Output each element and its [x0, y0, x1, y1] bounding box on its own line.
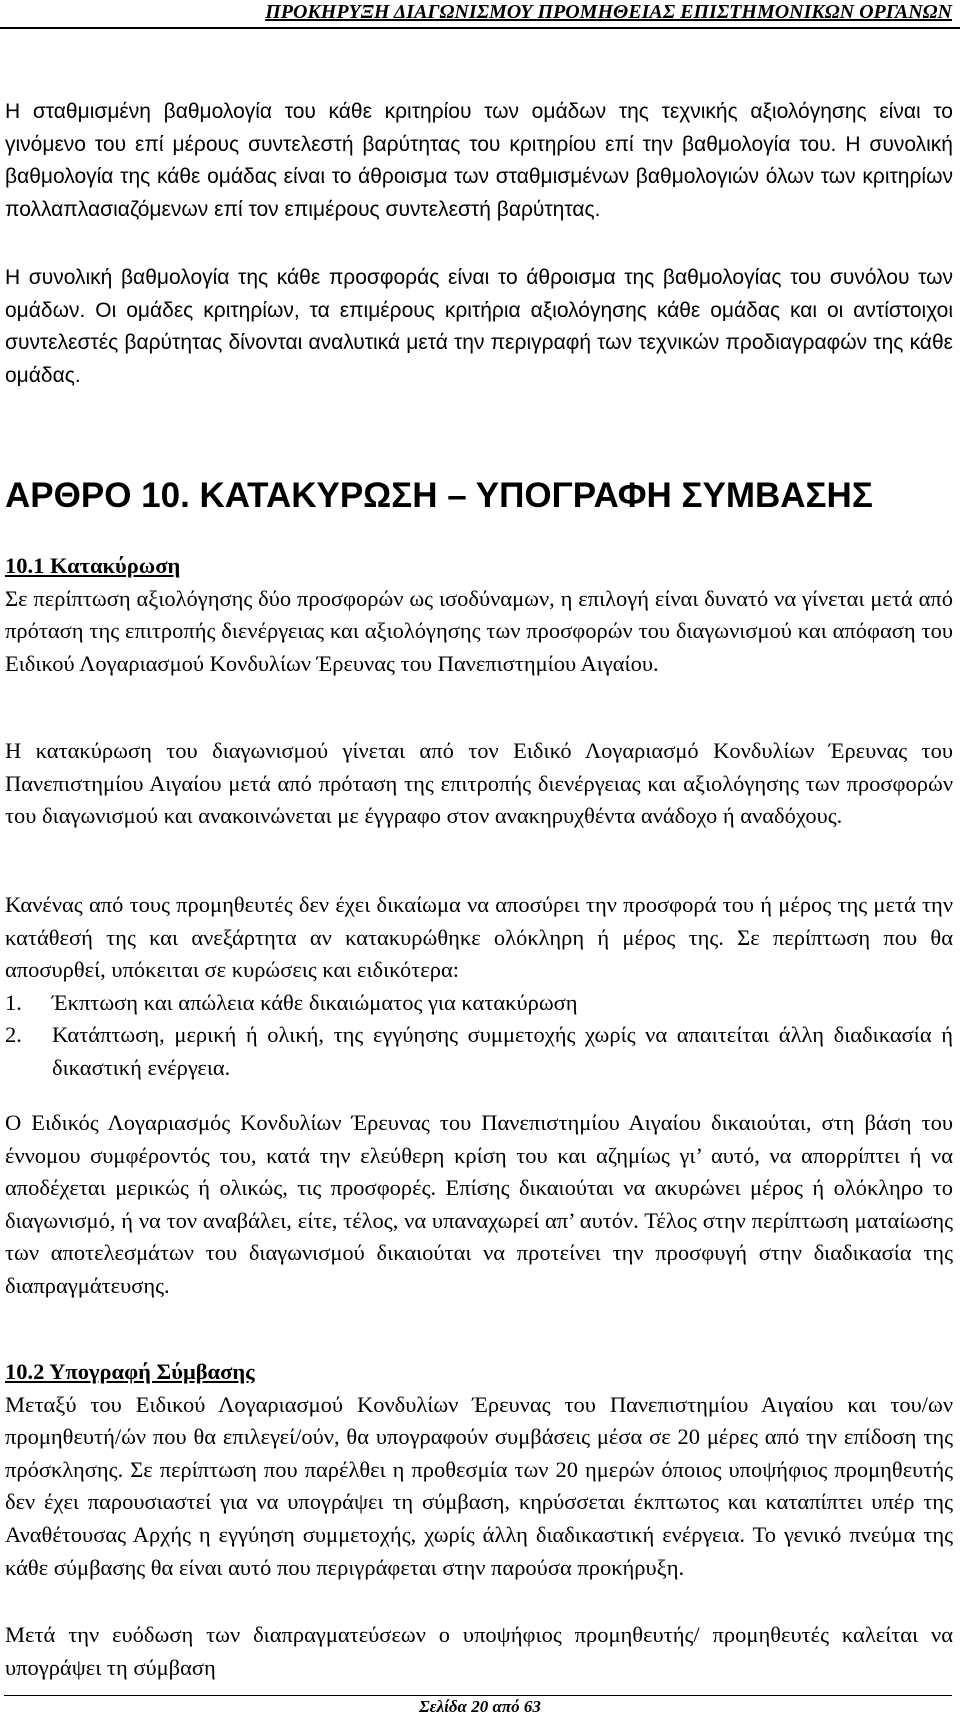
paragraph-10-1-c-block — [5, 889, 953, 1085]
footer-rule — [4, 1695, 952, 1696]
section-10-1-heading: 10.1 Κατακύρωση — [5, 553, 181, 578]
paragraph-total-score: Η συνολική βαθμολογία της κάθε προσφοράς είναι το άθροισμα της βαθμολογίας του συνόλου των ομάδων. Οι ομάδες κριτηρίων, τα επιμέρους κριτήρια αξιολόγησης κάθε ομάδας και οι αντίστοιχοι συντελεστές βαρύτητας δίνονται αναλυτικά μετά την περιγραφή των τεχνικών προδιαγραφών της κάθε ομάδας. — [5, 266, 953, 387]
paragraph-10-1-b: Η κατακύρωση του διαγωνισμού γίνεται από τον Ειδικό Λογαριασμό Κονδυλίων Έρευνας του Πανεπιστημίου Αιγαίου μετά από πρόταση της επιτροπής διενέργειας και αξιολόγησης των προσφορών του διαγωνισμού και ανακοινώνεται με έγγραφο στον ανακηρυχθέντα ανάδοχο ή αναδόχους. — [5, 738, 953, 829]
list-item — [5, 1019, 953, 1084]
paragraph-10-1-a: Σε περίπτωση αξιολόγησης δύο προσφορών ως ισοδύναμων, η επιλογή είναι δυνατό να γίνεται μετά από πρόταση της επιτροπής διενέργειας και αξιολόγησης των προσφορών του διαγωνισμού και απόφαση του Ειδικού Λογαριασμού Κονδυλίων Έρευνας του Πανεπιστημίου Αιγαίου. — [5, 585, 953, 676]
paragraph-10-2-b: Μετά την ευόδωση των διαπραγματεύσεων ο υποψήφιος προμηθευτής/ προμηθευτές καλείται να υπογράψει τη σύμβαση — [5, 1622, 953, 1680]
article-heading: ΑΡΘΡΟ 10. ΚΑΤΑΚΥΡΩΣΗ – ΥΠΟΓΡΑΦΗ ΣΥΜΒΑΣΗΣ — [5, 476, 873, 515]
list-item-text: Κατάπτωση, μερική ή ολική, της εγγύησης συμμετοχής χωρίς να απαιτείται άλλη διαδικασία ή δικαστική ενέργεια. — [52, 1022, 953, 1080]
header-title: ΠΡΟΚΗΡΥΞΗ ΔΙΑΓΩΝΙΣΜΟΥ ΠΡΟΜΗΘΕΙΑΣ ΕΠΙΣΤΗΜΟΝΙΚΩΝ ΟΡΓΑΝΩΝ — [265, 1, 952, 23]
section-10-1 — [5, 550, 953, 680]
page-number: Σελίδα 20 από 63 — [419, 1697, 541, 1716]
list-item-number: 2. — [5, 1022, 22, 1048]
header-rule — [0, 27, 960, 29]
list-item-number: 1. — [5, 989, 22, 1015]
page-header — [0, 0, 960, 24]
paragraph-10-2-a: Μεταξύ του Ειδικού Λογαριασμού Κονδυλίων Έρευνας του Πανεπιστημίου Αιγαίου και του/ων προμηθευτή/ών που θα επιλεγεί/ούν, θα υπογραφούν συμβάσεις μέσα σε 20 μέρες από την επίδοση της πρόσκλησης. Σε περίπτωση που παρέλθει η προθεσμία των 20 ημερών όποιος υποψήφιος προμηθευτής δεν έχει παρουσιαστεί για να υπογράψει τη σύμβαση, κηρύσσεται έκπτωτος και καταπίπτει υπέρ της Αναθέτουσας Αρχής η εγγύηση συμμετοχής, χωρίς άλλη διαδικαστική ενέργεια. Το γενικό πνεύμα της κάθε σύμβασης θα είναι αυτό που περιγράφεται στην παρούσα προκήρυξη. — [5, 1391, 953, 1580]
section-10-2-heading: 10.2 Υπογραφή Σύμβασης — [5, 1359, 255, 1384]
list-item-text: Έκπτωση και απώλεια κάθε δικαιώματος για κατακύρωση — [52, 989, 578, 1015]
paragraph-10-1-d: Ο Ειδικός Λογαριασμός Κονδυλίων Έρευνας του Πανεπιστημίου Αιγαίου δικαιούται, στη βάση του έννομου συμφέροντός του, κατά την ελεύθερη κρίση του και αζημίως γι’ αυτό, να απορρίπτει ή να αποδέχεται μερικώς ή ολικώς, τις προσφορές. Επίσης δικαιούται να ακυρώνει μέρος ή ολόκληρο το διαγωνισμό, ή να τον αναβάλει, είτε, τέλος, να υπαναχωρεί απ’ αυτόν. Τέλος στην περίπτωση ματαίωσης των αποτελεσμάτων του διαγωνισμού δικαιούται να προτείνει την προσφυγή στην διαδικασία της διαπραγμάτευσης. — [5, 1110, 953, 1298]
list-item — [5, 987, 953, 1020]
paragraph-weighted-score: Η σταθμισμένη βαθμολογία του κάθε κριτηρίου των ομάδων της τεχνικής αξιολόγησης είναι το γινόμενο του επί μέρους συντελεστή βαρύτητας του κριτηρίου επί την βαθμολογία του. Η συνολική βαθμολογία της κάθε ομάδας είναι το άθροισμα των σταθμισμένων βαθμολογιών όλων των κριτηρίων πολλαπλασιαζόμενων επί τον επιμέρους συντελεστή βαρύτητας. — [5, 100, 953, 221]
section-10-2 — [5, 1356, 953, 1584]
paragraph-10-1-c: Κανένας από τους προμηθευτές δεν έχει δικαίωμα να αποσύρει την προσφορά του ή μέρος της μετά την κατάθεσή της και ανεξάρτητα αν κατακυρώθηκε ολόκληρη ή μέρος της. Σε περίπτωση που θα αποσυρθεί, υπόκειται σε κυρώσεις και ειδικότερα: — [5, 892, 953, 983]
